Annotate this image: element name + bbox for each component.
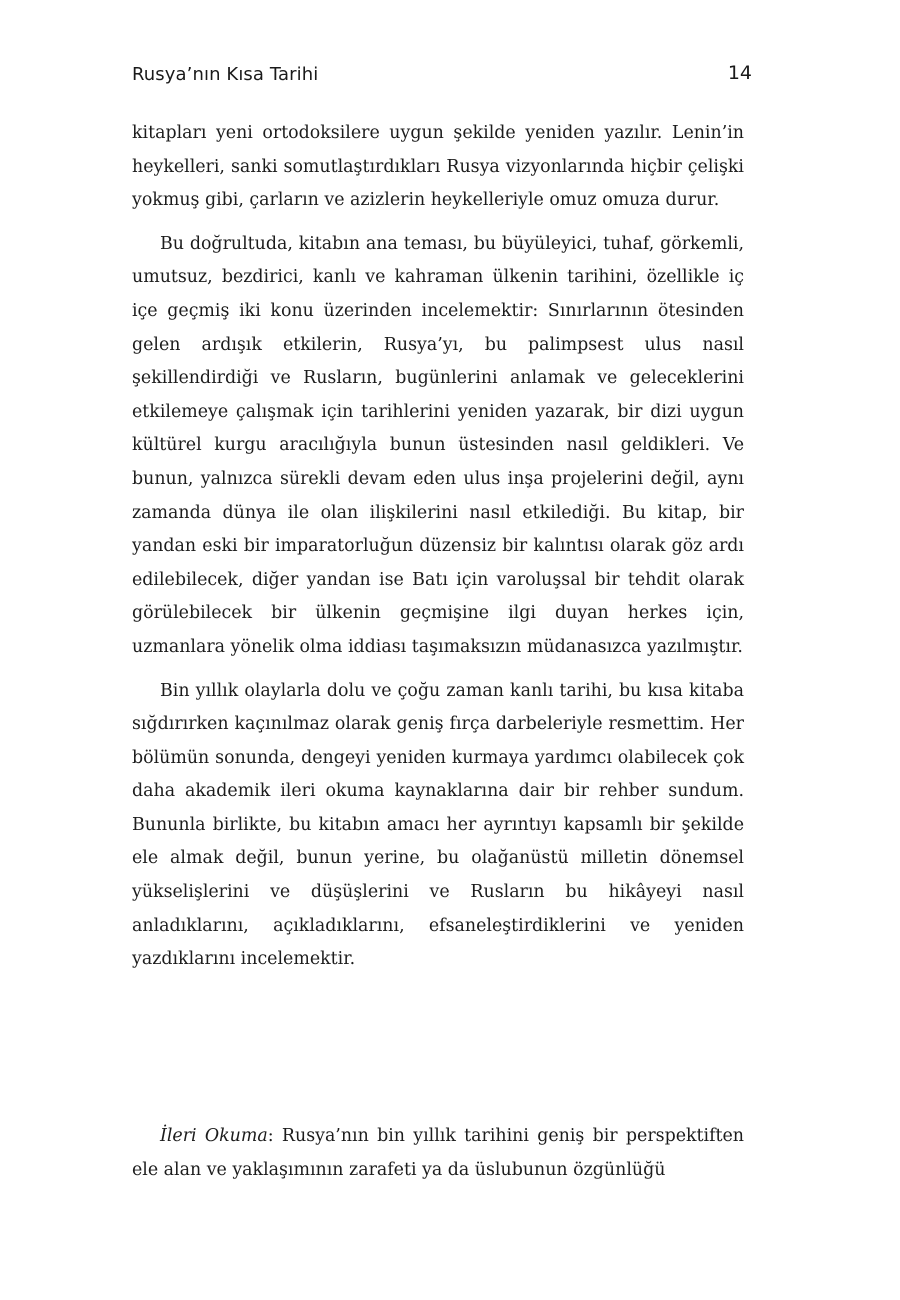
further-reading bbox=[132, 1120, 744, 1187]
paragraph-scope: Bin yıllık olaylarla dolu ve çoğu zaman kanlı tarihi, bu kısa kitaba sığdırırken kaçınılmaz olarak geniş fırça darbeleriyle resmettim. Her bölümün sonunda, dengeyi yeniden kurmaya yardımcı olabilecek çok daha akademik ileri okuma kaynaklarına dair bir rehber sundum. Bununla birlikte, bu kitabın amacı her ayrıntıyı kapsamlı bir şekilde ele almak değil, bunun yerine, bu olağanüstü milletin dönemsel yükselişlerini ve düşüşlerini ve Rusların bu hikâyeyi nasıl anladıklarını, açıkladıklarını, efsaneleştirdiklerini ve yeniden yazdıklarını incelemektir. bbox=[132, 680, 744, 970]
paragraph-main-theme: Bu doğrultuda, kitabın ana teması, bu büyüleyici, tuhaf, görkemli, umutsuz, bezdirici, kanlı ve kahraman ülkenin tarihini, özellikle iç içe geçmiş iki konu üzerinden incelemektir: Sınırlarının ötesinden gelen ardışık etkilerin, Rusya’yı, bu palimpsest ulus nasıl şekillendirdiği ve Rusların, bugünlerini anlamak ve geleceklerini etkilemeye çalışmak için tarihlerini yeniden yazarak, bir dizi uygun kültürel kurgu aracılığıyla bunun üstesinden nasıl geldikleri. Ve bunun, yalnızca sürekli devam eden ulus inşa projelerini değil, aynı zamanda dünya ile olan ilişkilerini nasıl etkilediği. Bu kitap, bir yandan eski bir imparatorluğun düzensiz bir kalıntısı olarak göz ardı edilebilecek, diğer yandan ise Batı için varoluşsal bir tehdit olarak görülebilecek bir ülkenin geçmişine ilgi duyan herkes için, uzmanlara yönelik olma iddiası taşımaksızın müdanasızca yazılmıştır. bbox=[132, 233, 744, 657]
further-reading-label: İleri Okuma bbox=[160, 1126, 268, 1146]
further-reading-text: : Rusya’nın bin yıllık tarihini geniş bir perspektiften ele alan ve yaklaşımının zarafeti ya da üslubunun özgünlüğü bbox=[132, 1126, 744, 1180]
paragraph-continuation: kitapları yeni ortodoksilere uygun şekilde yeniden yazılır. Lenin’in heykelleri, sanki somutlaştırdıkları Rusya vizyonlarında hiçbir çelişki yokmuş gibi, çarların ve azizlerin heykelleriyle omuz omuza durur. bbox=[132, 123, 744, 211]
body-text bbox=[132, 117, 744, 987]
running-header bbox=[132, 62, 752, 90]
book-title: Rusya’nın Kısa Tarihi bbox=[132, 64, 319, 85]
page-number: 14 bbox=[727, 62, 752, 84]
